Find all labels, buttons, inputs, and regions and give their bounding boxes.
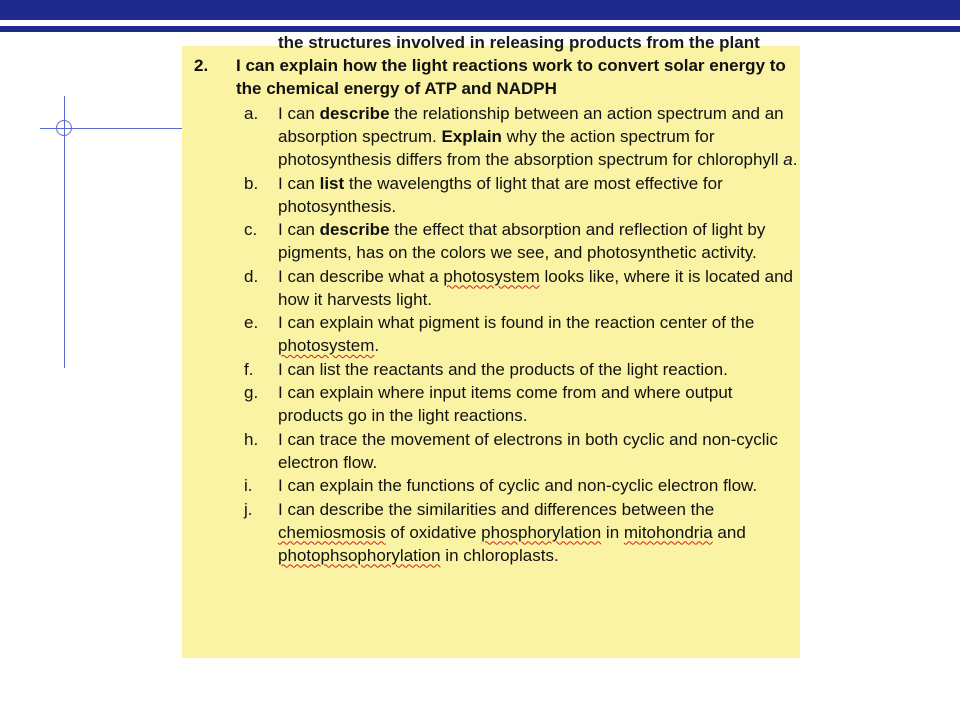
text-segment: I can explain where input items come from and where output products go in the light reactions. xyxy=(278,383,733,425)
text-segment: in xyxy=(601,522,624,542)
objective-text: I can explain how the light reactions work to convert solar energy to the chemical energy of ATP and NADPH xyxy=(236,56,786,98)
spellcheck-word: mitohondria xyxy=(623,522,713,542)
sub-objective-j xyxy=(194,498,800,567)
text-segment: I can xyxy=(278,104,320,123)
text-segment: I can explain what pigment is found in the reaction center of the xyxy=(278,313,755,332)
text-segment: of oxidative xyxy=(385,522,482,542)
text-segment: looks like, where it is located and how it harvests light. xyxy=(278,266,794,309)
text-segment: and xyxy=(712,522,746,542)
sub-objective-h xyxy=(194,428,800,474)
slide-top-rule xyxy=(0,26,960,32)
learning-objectives-panel xyxy=(182,33,800,658)
sub-objective-g xyxy=(194,381,800,427)
text-segment: why the action spectrum for photosynthesis differs from the absorption spectrum for chlorophyll xyxy=(278,127,784,169)
sub-objective-letter: f. xyxy=(244,359,254,379)
cut-off-text-line: the structures involved in releasing products from the plant xyxy=(278,33,760,52)
spellcheck-word: photosystem xyxy=(443,266,540,286)
text-segment: I can trace the movement of electrons in both cyclic and non-cyclic electron flow. xyxy=(278,429,778,472)
text-segment: I can explain the functions of cyclic and non-cyclic electron flow. xyxy=(278,476,758,495)
text-segment: I can describe what a xyxy=(278,266,444,286)
decorative-vertical-line xyxy=(64,96,65,368)
sub-objective-d xyxy=(194,265,800,311)
sub-objective-letter: c. xyxy=(244,220,258,239)
bold-keyword: describe xyxy=(319,220,390,239)
text-segment: I can describe the similarities and differences between the xyxy=(278,499,715,519)
sub-objective-letter: i. xyxy=(244,476,253,495)
sub-objective-letter: j. xyxy=(244,499,253,519)
spellcheck-word: phosphorylation xyxy=(481,522,602,542)
sub-objective-a xyxy=(194,102,800,171)
slide-top-bar xyxy=(0,0,960,20)
text-segment: the effect that absorption and reflection of light by pigments, has on the colors we see, and photosynthetic activity. xyxy=(278,220,766,262)
sub-objective-letter: b. xyxy=(244,173,259,193)
text-segment: I can xyxy=(278,173,320,193)
sub-objective-letter: a. xyxy=(244,104,259,123)
objective-number: 2. xyxy=(194,56,209,75)
sub-objective-i xyxy=(194,474,800,497)
text-segment: I can list the reactants and the products of the light reaction. xyxy=(278,359,728,379)
text-segment: . xyxy=(374,336,380,355)
text-segment: . xyxy=(792,150,798,169)
sub-objective-list xyxy=(194,102,800,567)
spellcheck-word: photosystem xyxy=(278,336,375,355)
text-segment: the wavelengths of light that are most effective for photosynthesis. xyxy=(278,173,723,216)
spellcheck-word: photophsophorylation xyxy=(278,545,441,565)
bold-keyword: Explain xyxy=(441,127,502,146)
sub-objective-b xyxy=(194,172,800,218)
sub-objective-e xyxy=(194,311,800,357)
sub-objective-letter: h. xyxy=(244,429,259,449)
spellcheck-word: chemiosmosis xyxy=(278,522,386,542)
text-segment: I can xyxy=(278,220,320,239)
sub-objective-letter: d. xyxy=(244,266,259,286)
sub-objective-letter: e. xyxy=(244,313,259,332)
sub-objective-letter: g. xyxy=(244,383,259,402)
bold-keyword: list xyxy=(319,173,345,193)
sub-objective-c xyxy=(194,218,800,264)
text-segment: the relationship between an action spectrum and an absorption spectrum. xyxy=(278,104,784,146)
sub-objective-f xyxy=(194,358,800,381)
text-segment: in chloroplasts. xyxy=(440,545,559,565)
italic-term: a xyxy=(783,150,793,169)
decorative-crosshair-circle-icon xyxy=(56,120,72,136)
bold-keyword: describe xyxy=(319,104,390,123)
